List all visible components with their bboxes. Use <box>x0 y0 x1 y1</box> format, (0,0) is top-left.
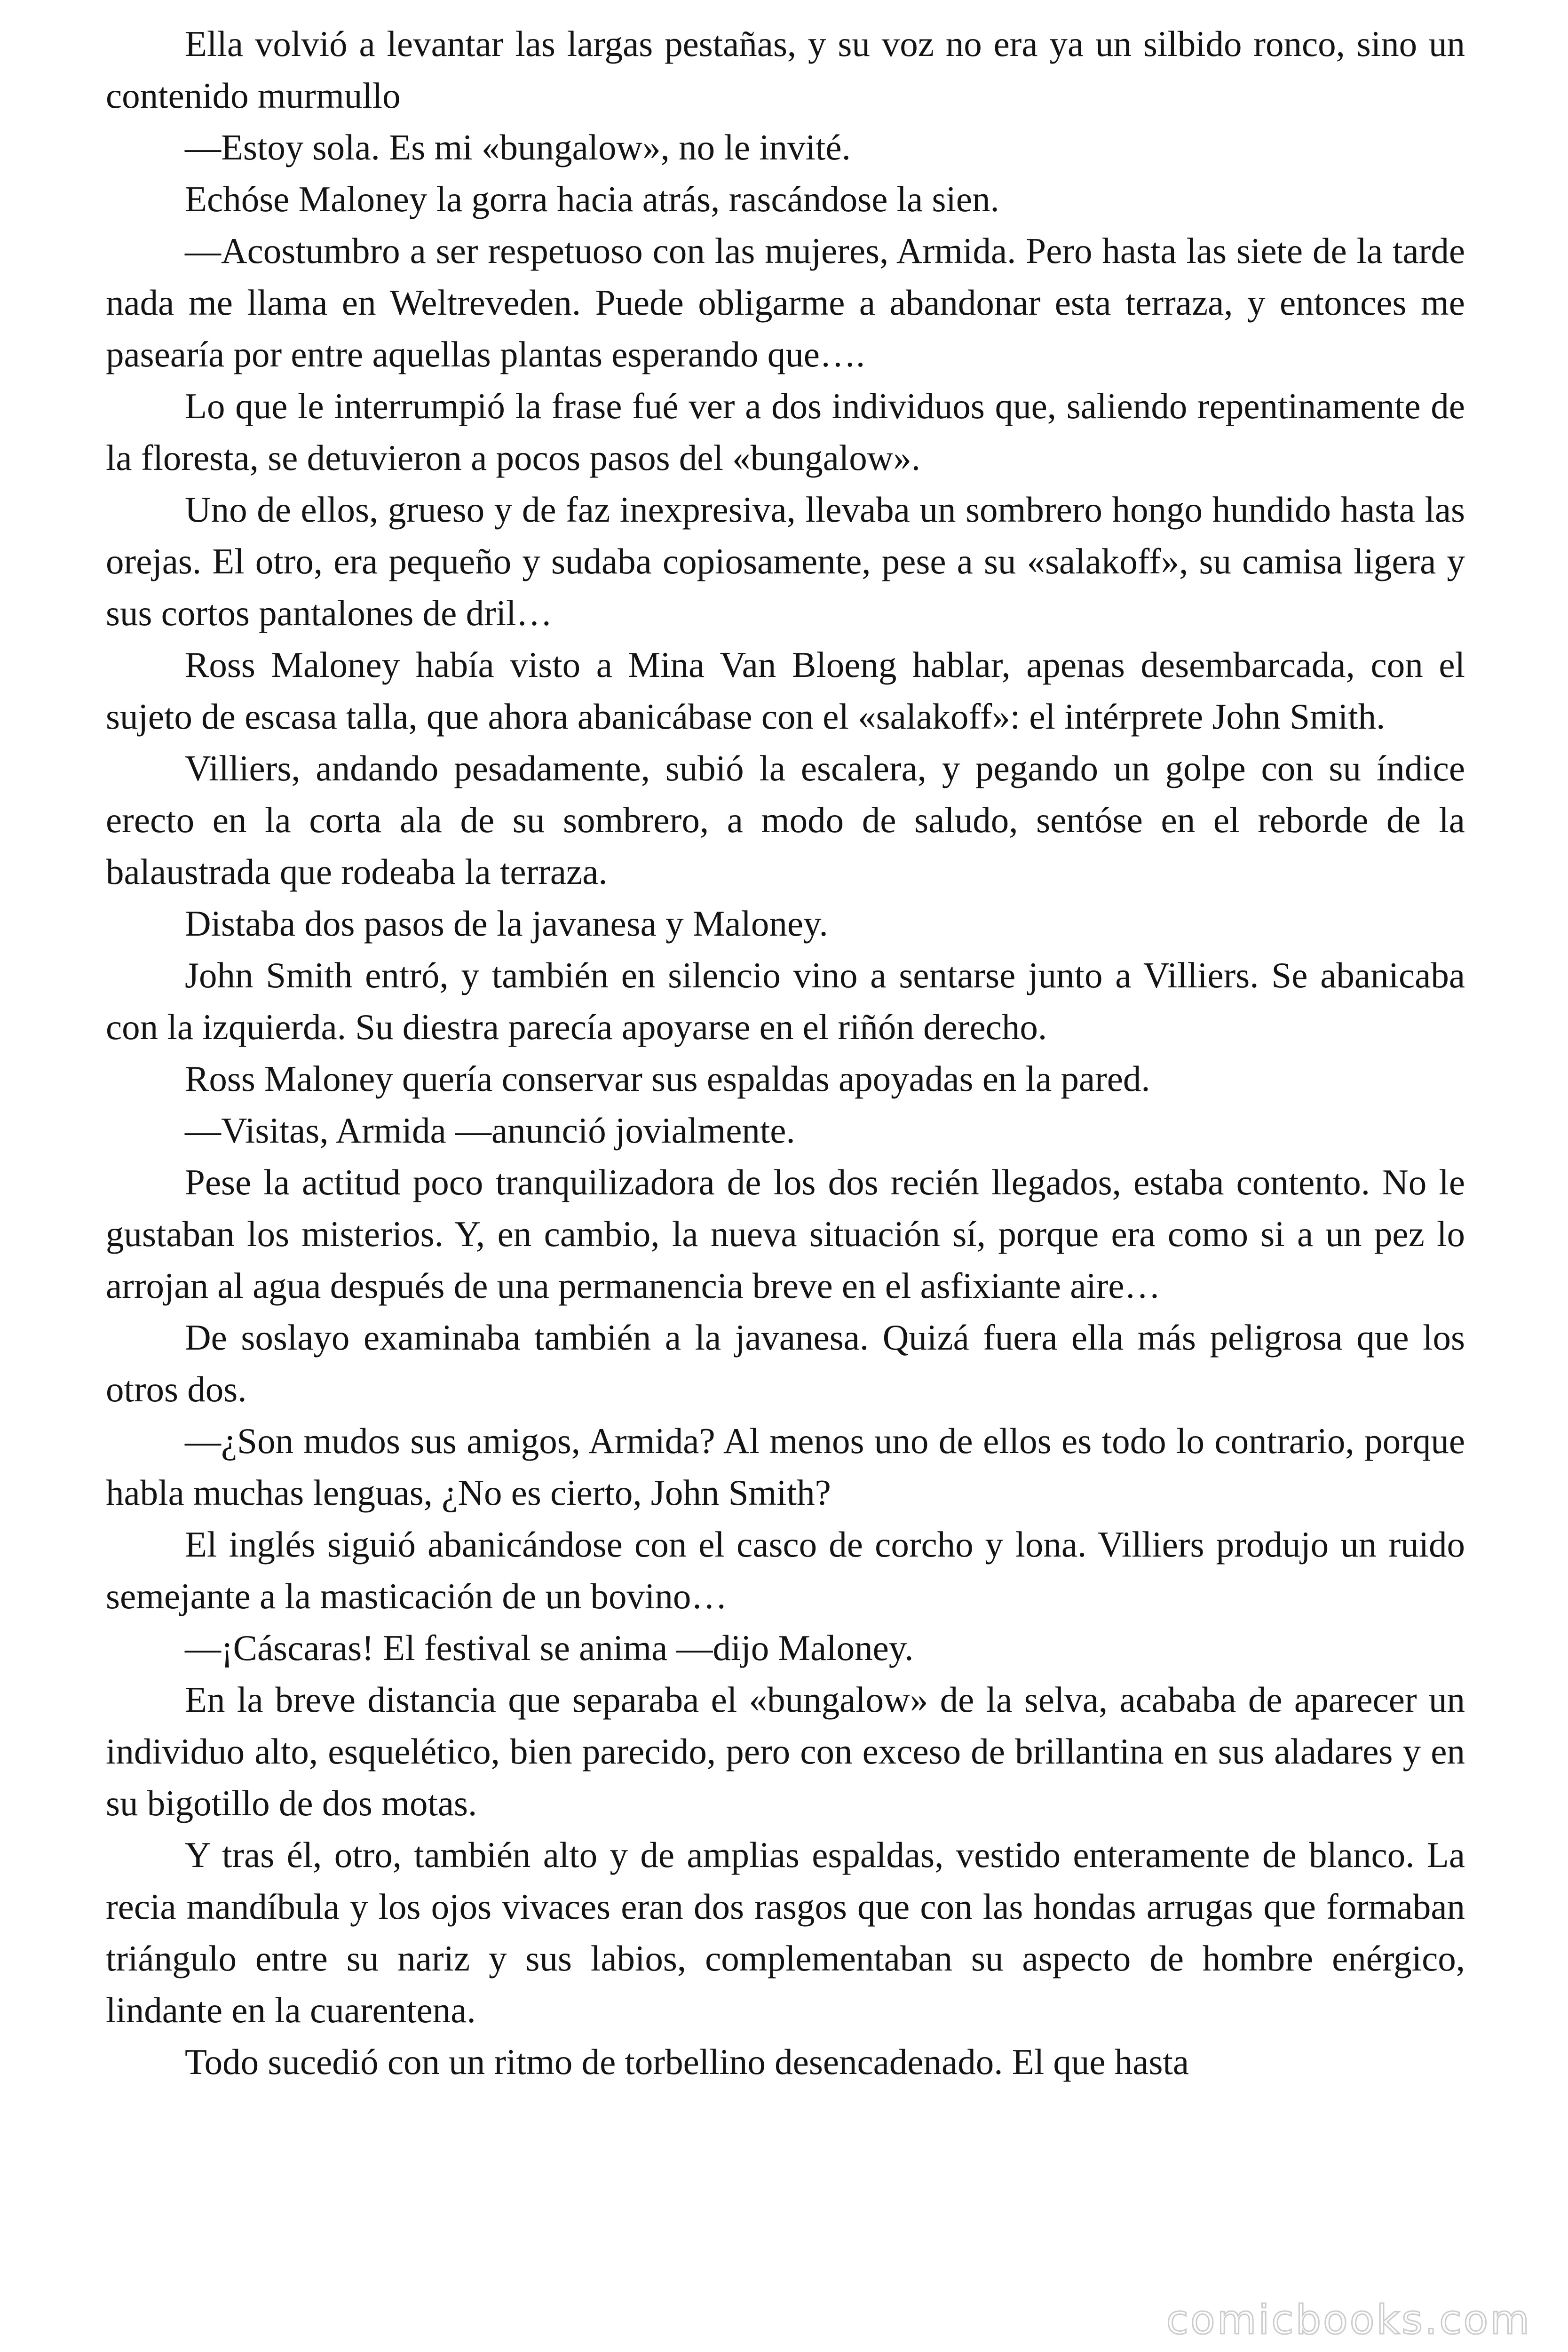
paragraph: Uno de ellos, grueso y de faz inexpresiva, llevaba un sombrero hongo hundido hasta las orejas. El otro, era pequeño y sudaba copiosamente, pese a su «salakoff», su camisa ligera y sus cortos pantalones de dril… <box>106 489 1465 633</box>
paragraph: El inglés siguió abanicándose con el casco de corcho y lona. Villiers produjo un ruido semejante a la masticación de un bovino… <box>106 1524 1465 1616</box>
paragraph: John Smith entró, y también en silencio vino a sentarse junto a Villiers. Se abanicaba con la izquierda. Su diestra parecía apoyarse en el riñón derecho. <box>106 955 1465 1047</box>
watermark-logo: comicbooks.com <box>1166 2296 1531 2344</box>
paragraph: Echóse Maloney la gorra hacia atrás, rascándose la sien. <box>185 179 999 219</box>
paragraph: —Visitas, Armida —anunció jovialmente. <box>185 1110 795 1151</box>
paragraph: Lo que le interrumpió la frase fué ver a dos individuos que, saliendo repentinamente de la floresta, se detuvieron a pocos pasos del «bungalow». <box>106 386 1465 478</box>
paragraph: Todo sucedió con un ritmo de torbellino desencadenado. El que hasta <box>185 2042 1189 2082</box>
paragraph: —Estoy sola. Es mi «bungalow», no le invité. <box>185 127 851 167</box>
paragraph: —¡Cáscaras! El festival se anima —dijo Maloney. <box>185 1628 914 1668</box>
paragraph: Ella volvió a levantar las largas pestañas, y su voz no era ya un silbido ronco, sino un contenido murmullo <box>106 24 1465 116</box>
paragraph: Villiers, andando pesadamente, subió la escalera, y pegando un golpe con su índice erecto en la corta ala de su sombrero, a modo de saludo, sentóse en el reborde de la balaustrada que rodeaba la terraza. <box>106 748 1465 892</box>
paragraph: En la breve distancia que separaba el «bungalow» de la selva, acababa de aparecer un individuo alto, esquelético, bien parecido, pero con exceso de brillantina en sus aladares y en su bigotillo de dos motas. <box>106 1679 1465 1823</box>
paragraph: —Acostumbro a ser respetuoso con las mujeres, Armida. Pero hasta las siete de la tarde nada me llama en Weltreveden. Puede obligarme a abandonar esta terraza, y entonces me pasearía por entre aquellas plantas esperando que…. <box>106 230 1465 374</box>
paragraph: Distaba dos pasos de la javanesa y Maloney. <box>185 903 828 944</box>
paragraph: De soslayo examinaba también a la javanesa. Quizá fuera ella más peligrosa que los otros dos. <box>106 1317 1465 1409</box>
paragraph: Pese la actitud poco tranquilizadora de los dos recién llegados, estaba contento. No le gustaban los misterios. Y, en cambio, la nueva situación sí, porque era como si a un pez lo arrojan al agua después de una permanencia breve en el asfixiante aire… <box>106 1162 1465 1306</box>
paragraph: Ross Maloney quería conservar sus espaldas apoyadas en la pared. <box>185 1058 1150 1099</box>
page-text <box>106 18 1465 2337</box>
paragraph: —¿Son mudos sus amigos, Armida? Al menos uno de ellos es todo lo contrario, porque habla muchas lenguas, ¿No es cierto, John Smith? <box>106 1421 1465 1513</box>
paragraph: Y tras él, otro, también alto y de amplias espaldas, vestido enteramente de blanco. La recia mandíbula y los ojos vivaces eran dos rasgos que con las hondas arrugas que formaban triángulo entre su nariz y sus labios, complementaban su aspecto de hombre enérgico, lindante en la cuarentena. <box>106 1835 1465 2030</box>
paragraph: Ross Maloney había visto a Mina Van Bloeng hablar, apenas desembarcada, con el sujeto de escasa talla, que ahora abanicábase con el «salakoff»: el intérprete John Smith. <box>106 644 1465 737</box>
